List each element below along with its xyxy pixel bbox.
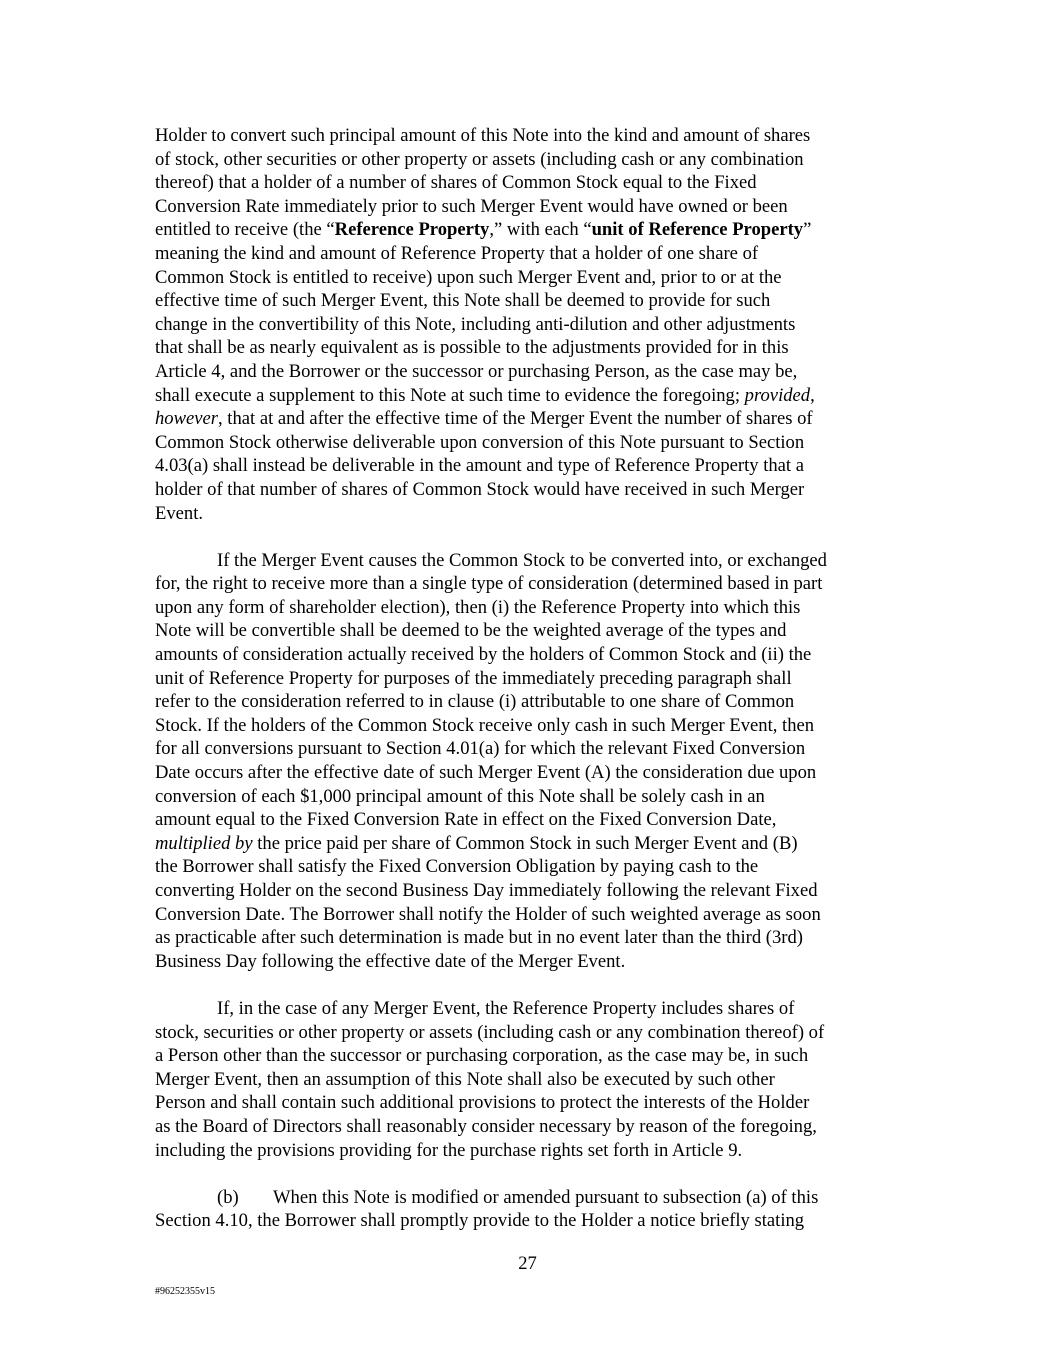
text-line xyxy=(155,832,827,856)
text-run: ” xyxy=(803,219,812,241)
emphasis: multiplied by xyxy=(155,832,253,854)
text-line xyxy=(155,313,827,337)
text-line xyxy=(155,855,827,879)
text-line xyxy=(155,619,827,643)
text-line xyxy=(155,690,827,714)
text-line xyxy=(155,195,827,219)
text-run: as practicable after such determination is made but in no event later than the third (3rd) xyxy=(155,927,803,949)
text-line xyxy=(155,1044,827,1068)
page-number: 27 xyxy=(518,1253,537,1274)
text-line xyxy=(155,360,827,384)
text-run: Common Stock is entitled to receive) upon such Merger Event and, prior to or at the xyxy=(155,266,782,288)
text-run: as the Board of Directors shall reasonably consider necessary by reason of the foregoing, xyxy=(155,1115,817,1137)
text-line xyxy=(155,1115,827,1139)
text-run: including the provisions providing for the purchase rights set forth in Article 9. xyxy=(155,1139,743,1161)
text-run: for, the right to receive more than a single type of consideration (determined based in part xyxy=(155,573,823,595)
text-line xyxy=(155,714,827,738)
text-run: effective time of such Merger Event, this Note shall be deemed to provide for such xyxy=(155,290,771,312)
paragraph xyxy=(155,1186,827,1233)
text-line xyxy=(155,289,827,313)
text-run: shall execute a supplement to this Note at such time to evidence the foregoing; xyxy=(155,384,745,406)
text-line xyxy=(155,926,827,950)
paragraph xyxy=(155,549,827,974)
text-run: of stock, other securities or other property or assets (including cash or any combination xyxy=(155,148,804,170)
text-line xyxy=(155,572,827,596)
text-run: ,” with each “ xyxy=(489,219,592,241)
paragraph-gap xyxy=(155,525,827,549)
text-line xyxy=(155,785,827,809)
paragraph-gap xyxy=(155,1162,827,1186)
text-run: holder of that number of shares of Common Stock would have received in such Merger xyxy=(155,478,805,500)
text-run: Holder to convert such principal amount of this Note into the kind and amount of shares xyxy=(155,125,811,146)
defined-term: unit of Reference Property xyxy=(591,219,804,241)
text-line xyxy=(155,1139,827,1163)
text-line xyxy=(155,737,827,761)
text-run: Event. xyxy=(155,502,204,524)
text-run: converting Holder on the second Business Day immediately following the relevant Fixed xyxy=(155,880,818,901)
text-line xyxy=(155,218,827,242)
text-line xyxy=(155,124,827,148)
emphasis: provided xyxy=(744,384,811,406)
text-line xyxy=(155,596,827,620)
text-run: change in the convertibility of this Note, including anti-dilution and other adjustments xyxy=(155,313,796,335)
paragraph-gap xyxy=(155,973,827,997)
text-line xyxy=(155,454,827,478)
text-line xyxy=(155,336,827,360)
text-run: Person and shall contain such additional provisions to protect the interests of the Holder xyxy=(155,1092,810,1114)
text-line xyxy=(155,171,827,195)
text-line xyxy=(155,761,827,785)
text-line xyxy=(155,1068,827,1092)
text-line xyxy=(155,478,827,502)
text-run: amounts of consideration actually received by the holders of Common Stock and (ii) the xyxy=(155,644,812,666)
text-line xyxy=(155,407,827,431)
text-run: , xyxy=(810,384,815,406)
subsection-label: (b) xyxy=(217,1186,239,1208)
text-run: the price paid per share of Common Stock in such Merger Event and (B) xyxy=(252,832,798,854)
text-line xyxy=(155,879,827,903)
text-run: Conversion Rate immediately prior to such Merger Event would have owned or been xyxy=(155,195,788,217)
text-run: Date occurs after the effective date of such Merger Event (A) the consideration due upon xyxy=(155,762,817,784)
text-run: entitled to receive (the “ xyxy=(155,219,335,241)
text-line xyxy=(155,148,827,172)
text-line xyxy=(155,242,827,266)
text-line xyxy=(155,1209,827,1233)
text-run: thereof) that a holder of a number of shares of Common Stock equal to the Fixed xyxy=(155,172,757,194)
text-run: amount equal to the Fixed Conversion Rate in effect on the Fixed Conversion Date, xyxy=(155,809,777,831)
text-run: Article 4, and the Borrower or the successor or purchasing Person, as the case may be, xyxy=(155,360,798,382)
text-run: Conversion Date. The Borrower shall notify the Holder of such weighted average as soon xyxy=(155,903,821,925)
text-run: Merger Event, then an assumption of this Note shall also be executed by such other xyxy=(155,1068,775,1090)
text-line xyxy=(155,950,827,974)
text-line xyxy=(155,384,827,408)
text-line xyxy=(155,808,827,832)
text-run: upon any form of shareholder election), then (i) the Reference Property into which this xyxy=(155,596,801,618)
text-run: refer to the consideration referred to in clause (i) attributable to one share of Common xyxy=(155,691,795,713)
paragraph xyxy=(155,997,827,1162)
text-run: Common Stock otherwise deliverable upon conversion of this Note pursuant to Section xyxy=(155,431,805,453)
text-line xyxy=(155,549,827,573)
text-run: Stock. If the holders of the Common Stock receive only cash in such Merger Event, then xyxy=(155,714,815,736)
text-run: a Person other than the successor or purchasing corporation, as the case may be, in such xyxy=(155,1045,809,1067)
text-line xyxy=(155,266,827,290)
text-run: Note will be convertible shall be deemed to be the weighted average of the types and xyxy=(155,620,787,642)
text-run: Section 4.10, the Borrower shall promptly provide to the Holder a notice briefly stating xyxy=(155,1210,805,1232)
text-run: the Borrower shall satisfy the Fixed Conversion Obligation by paying cash to the xyxy=(155,856,759,878)
document-body xyxy=(155,124,827,1233)
text-line xyxy=(155,1021,827,1045)
text-line xyxy=(155,1091,827,1115)
text-line xyxy=(155,903,827,927)
text-run: conversion of each $1,000 principal amount of this Note shall be solely cash in an xyxy=(155,785,765,807)
text-line xyxy=(155,1186,827,1210)
defined-term: Reference Property xyxy=(334,219,490,241)
text-line xyxy=(155,997,827,1021)
text-line xyxy=(155,431,827,455)
text-line xyxy=(155,502,827,526)
text-run: If, in the case of any Merger Event, the Reference Property includes shares of xyxy=(217,997,795,1019)
text-run: that shall be as nearly equivalent as is possible to the adjustments provided for in this xyxy=(155,337,789,359)
text-line xyxy=(155,667,827,691)
text-run: for all conversions pursuant to Section 4.01(a) for which the relevant Fixed Conversion xyxy=(155,738,806,760)
text-run: If the Merger Event causes the Common Stock to be converted into, or exchanged xyxy=(217,549,827,571)
emphasis: however xyxy=(155,408,218,430)
text-run: , that at and after the effective time of the Merger Event the number of shares of xyxy=(218,408,813,430)
text-run: Business Day following the effective date of the Merger Event. xyxy=(155,950,626,972)
text-run: unit of Reference Property for purposes of the immediately preceding paragraph shall xyxy=(155,667,792,689)
paragraph xyxy=(155,124,827,525)
text-run: meaning the kind and amount of Reference Property that a holder of one share of xyxy=(155,242,759,264)
text-run: When this Note is modified or amended pursuant to subsection (a) of this xyxy=(273,1186,819,1208)
text-run: 4.03(a) shall instead be deliverable in the amount and type of Reference Property that a xyxy=(155,455,804,477)
document-id-footer: #96252355v15 xyxy=(155,1286,215,1297)
text-run: stock, securities or other property or assets (including cash or any combination thereof) of xyxy=(155,1021,825,1043)
text-line xyxy=(155,643,827,667)
